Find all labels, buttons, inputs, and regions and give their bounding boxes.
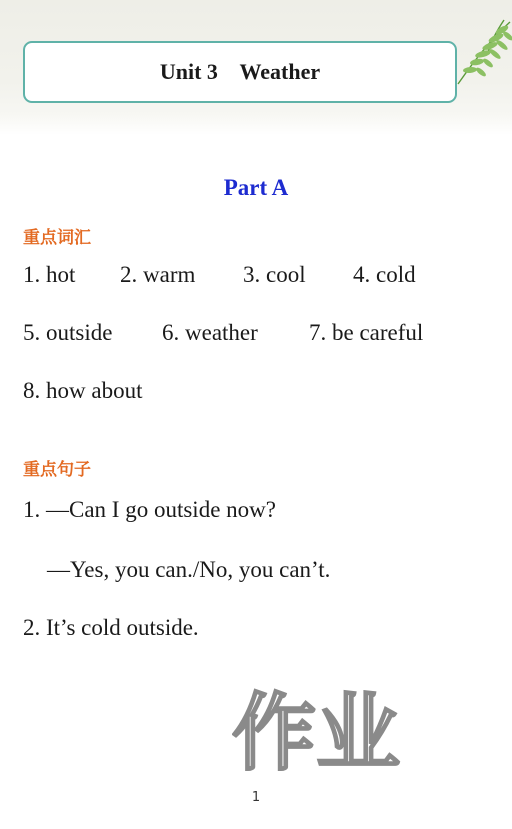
vocab-item: 3. cool xyxy=(243,262,306,287)
sentence-line: 1. —Can I go outside now? xyxy=(23,497,276,522)
watermark-logo xyxy=(232,682,512,778)
vocab-item: 5. outside xyxy=(23,320,113,345)
vocab-item: 6. weather xyxy=(162,320,258,345)
vocab-item: 7. be careful xyxy=(309,320,424,345)
sentence-line: 2. It’s cold outside. xyxy=(23,615,199,640)
fern-leaf-icon xyxy=(452,18,512,90)
vocab-item: 2. warm xyxy=(120,262,196,287)
sentences-heading: 重点句子 xyxy=(23,460,91,480)
part-title: Part A xyxy=(223,175,289,200)
vocab-item: 4. cold xyxy=(353,262,416,287)
vocab-item: 8. how about xyxy=(23,378,143,403)
page-number: 1 xyxy=(251,790,261,805)
vocabulary-heading: 重点词汇 xyxy=(23,228,91,248)
unit-title-box xyxy=(23,41,457,103)
vocab-item: 1. hot xyxy=(23,262,76,287)
sentence-line: —Yes, you can./No, you can’t. xyxy=(47,557,331,582)
watermark-text: 作业 xyxy=(232,684,401,778)
unit-title: Unit 3 Weather xyxy=(159,59,321,84)
